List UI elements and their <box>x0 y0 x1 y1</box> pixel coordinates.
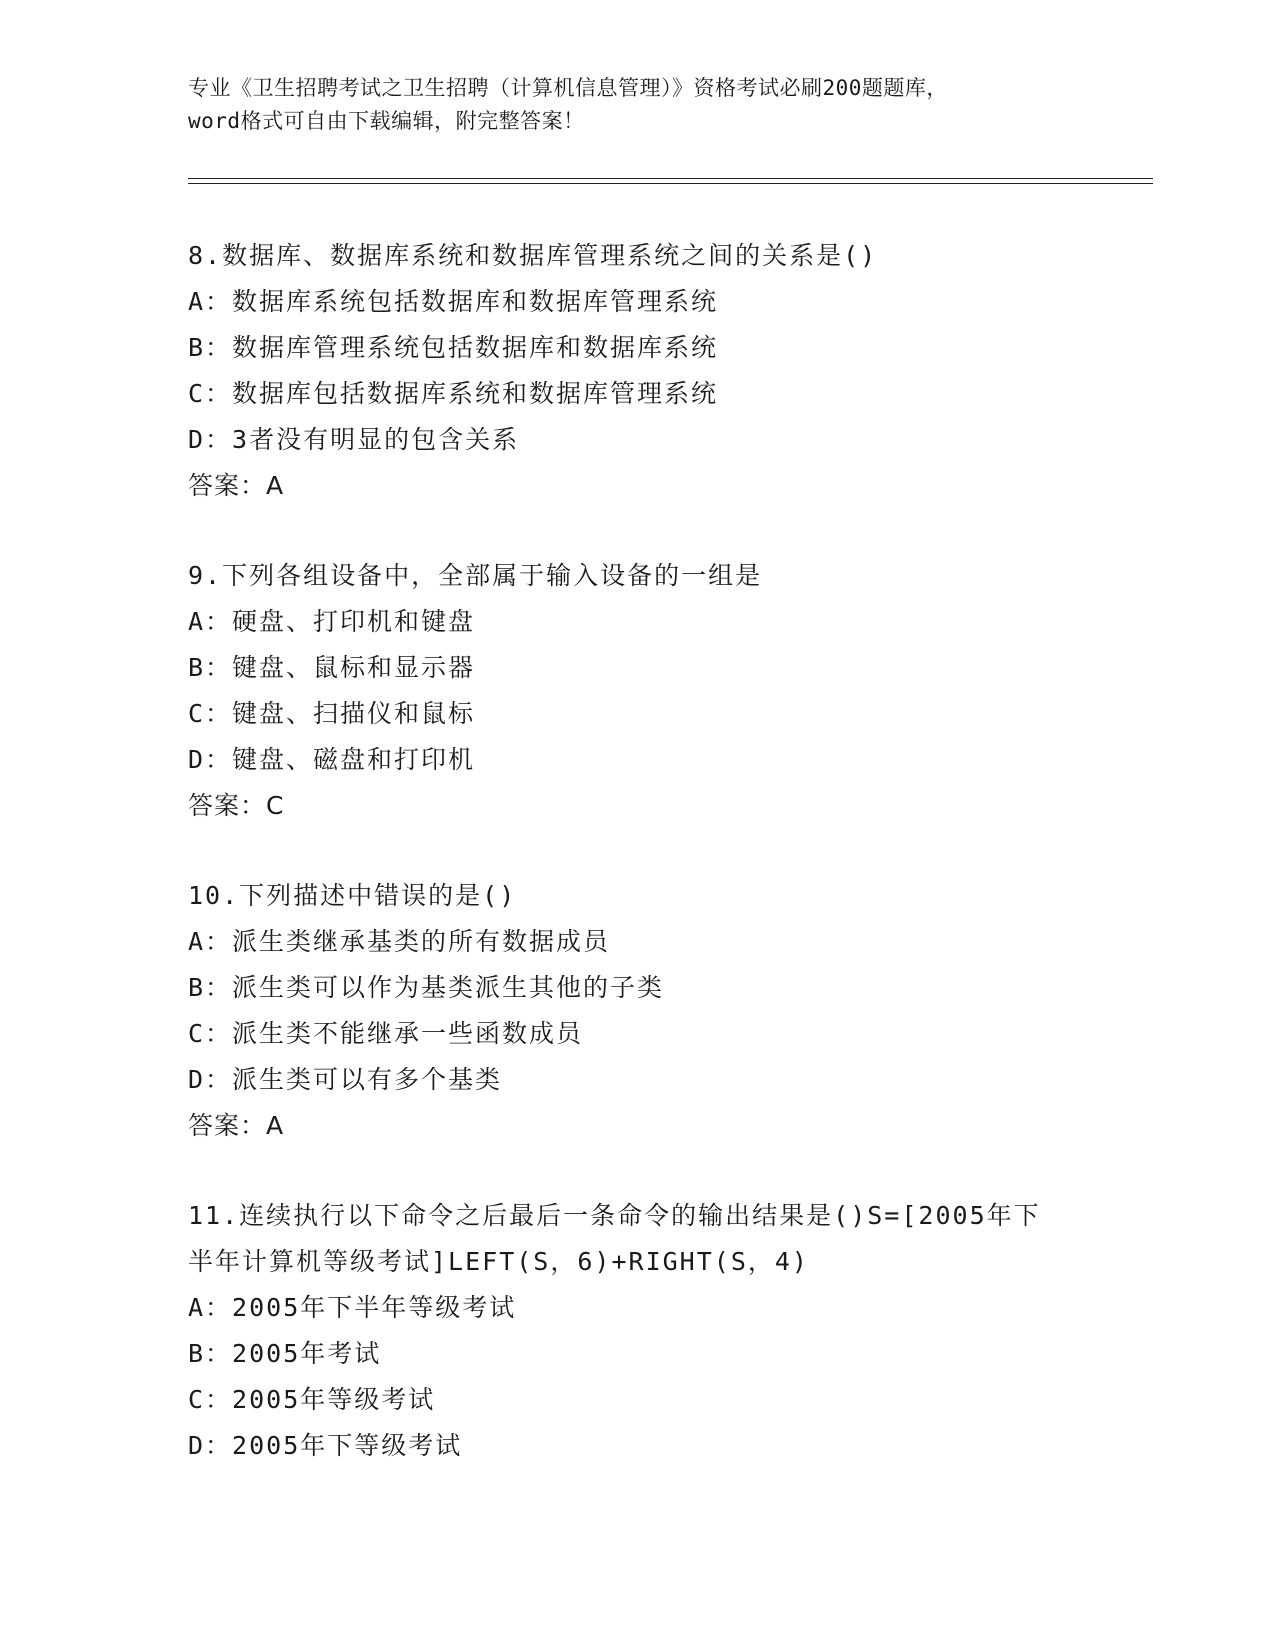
option-d: D：键盘、磁盘和打印机 <box>188 745 476 774</box>
question-stem-line-1: 11.连续执行以下命令之后最后一条命令的输出结果是()S=[2005年下 <box>188 1201 1041 1230</box>
option-b: B：派生类可以作为基类派生其他的子类 <box>188 973 665 1002</box>
option-a: A：数据库系统包括数据库和数据库管理系统 <box>188 287 719 316</box>
question-stem: 8.数据库、数据库系统和数据库管理系统之间的关系是() <box>188 241 878 270</box>
question-stem: 10.下列描述中错误的是() <box>188 881 517 910</box>
option-b: B：2005年考试 <box>188 1339 382 1368</box>
answer: 答案：A <box>188 1111 285 1140</box>
header-divider-top <box>188 178 1153 179</box>
question-10 <box>188 873 1108 1149</box>
question-8 <box>188 233 1108 509</box>
option-c: C：派生类不能继承一些函数成员 <box>188 1019 584 1048</box>
document-header <box>188 72 1088 138</box>
question-stem: 9.下列各组设备中，全部属于输入设备的一组是 <box>188 561 763 590</box>
option-a: A：硬盘、打印机和键盘 <box>188 607 476 636</box>
option-d: D：2005年下等级考试 <box>188 1431 463 1460</box>
option-a: A：派生类继承基类的所有数据成员 <box>188 927 611 956</box>
option-d: D：3者没有明显的包含关系 <box>188 425 520 454</box>
option-c: C：数据库包括数据库系统和数据库管理系统 <box>188 379 719 408</box>
option-a: A：2005年下半年等级考试 <box>188 1293 517 1322</box>
question-stem-line-2: 半年计算机等级考试]LEFT(S，6)+RIGHT(S，4) <box>188 1247 809 1276</box>
option-c: C：键盘、扫描仪和鼠标 <box>188 699 476 728</box>
option-b: B：数据库管理系统包括数据库和数据库系统 <box>188 333 719 362</box>
header-divider-bottom <box>188 183 1153 184</box>
header-line-1: 专业《卫生招聘考试之卫生招聘（计算机信息管理）》资格考试必刷200题题库， <box>188 76 948 100</box>
question-11 <box>188 1193 1108 1469</box>
question-9 <box>188 553 1108 829</box>
option-b: B：键盘、鼠标和显示器 <box>188 653 476 682</box>
answer: 答案：A <box>188 471 285 500</box>
header-line-2: word格式可自由下载编辑，附完整答案！ <box>188 109 585 133</box>
option-d: D：派生类可以有多个基类 <box>188 1065 503 1094</box>
answer: 答案：C <box>188 791 285 820</box>
option-c: C：2005年等级考试 <box>188 1385 436 1414</box>
